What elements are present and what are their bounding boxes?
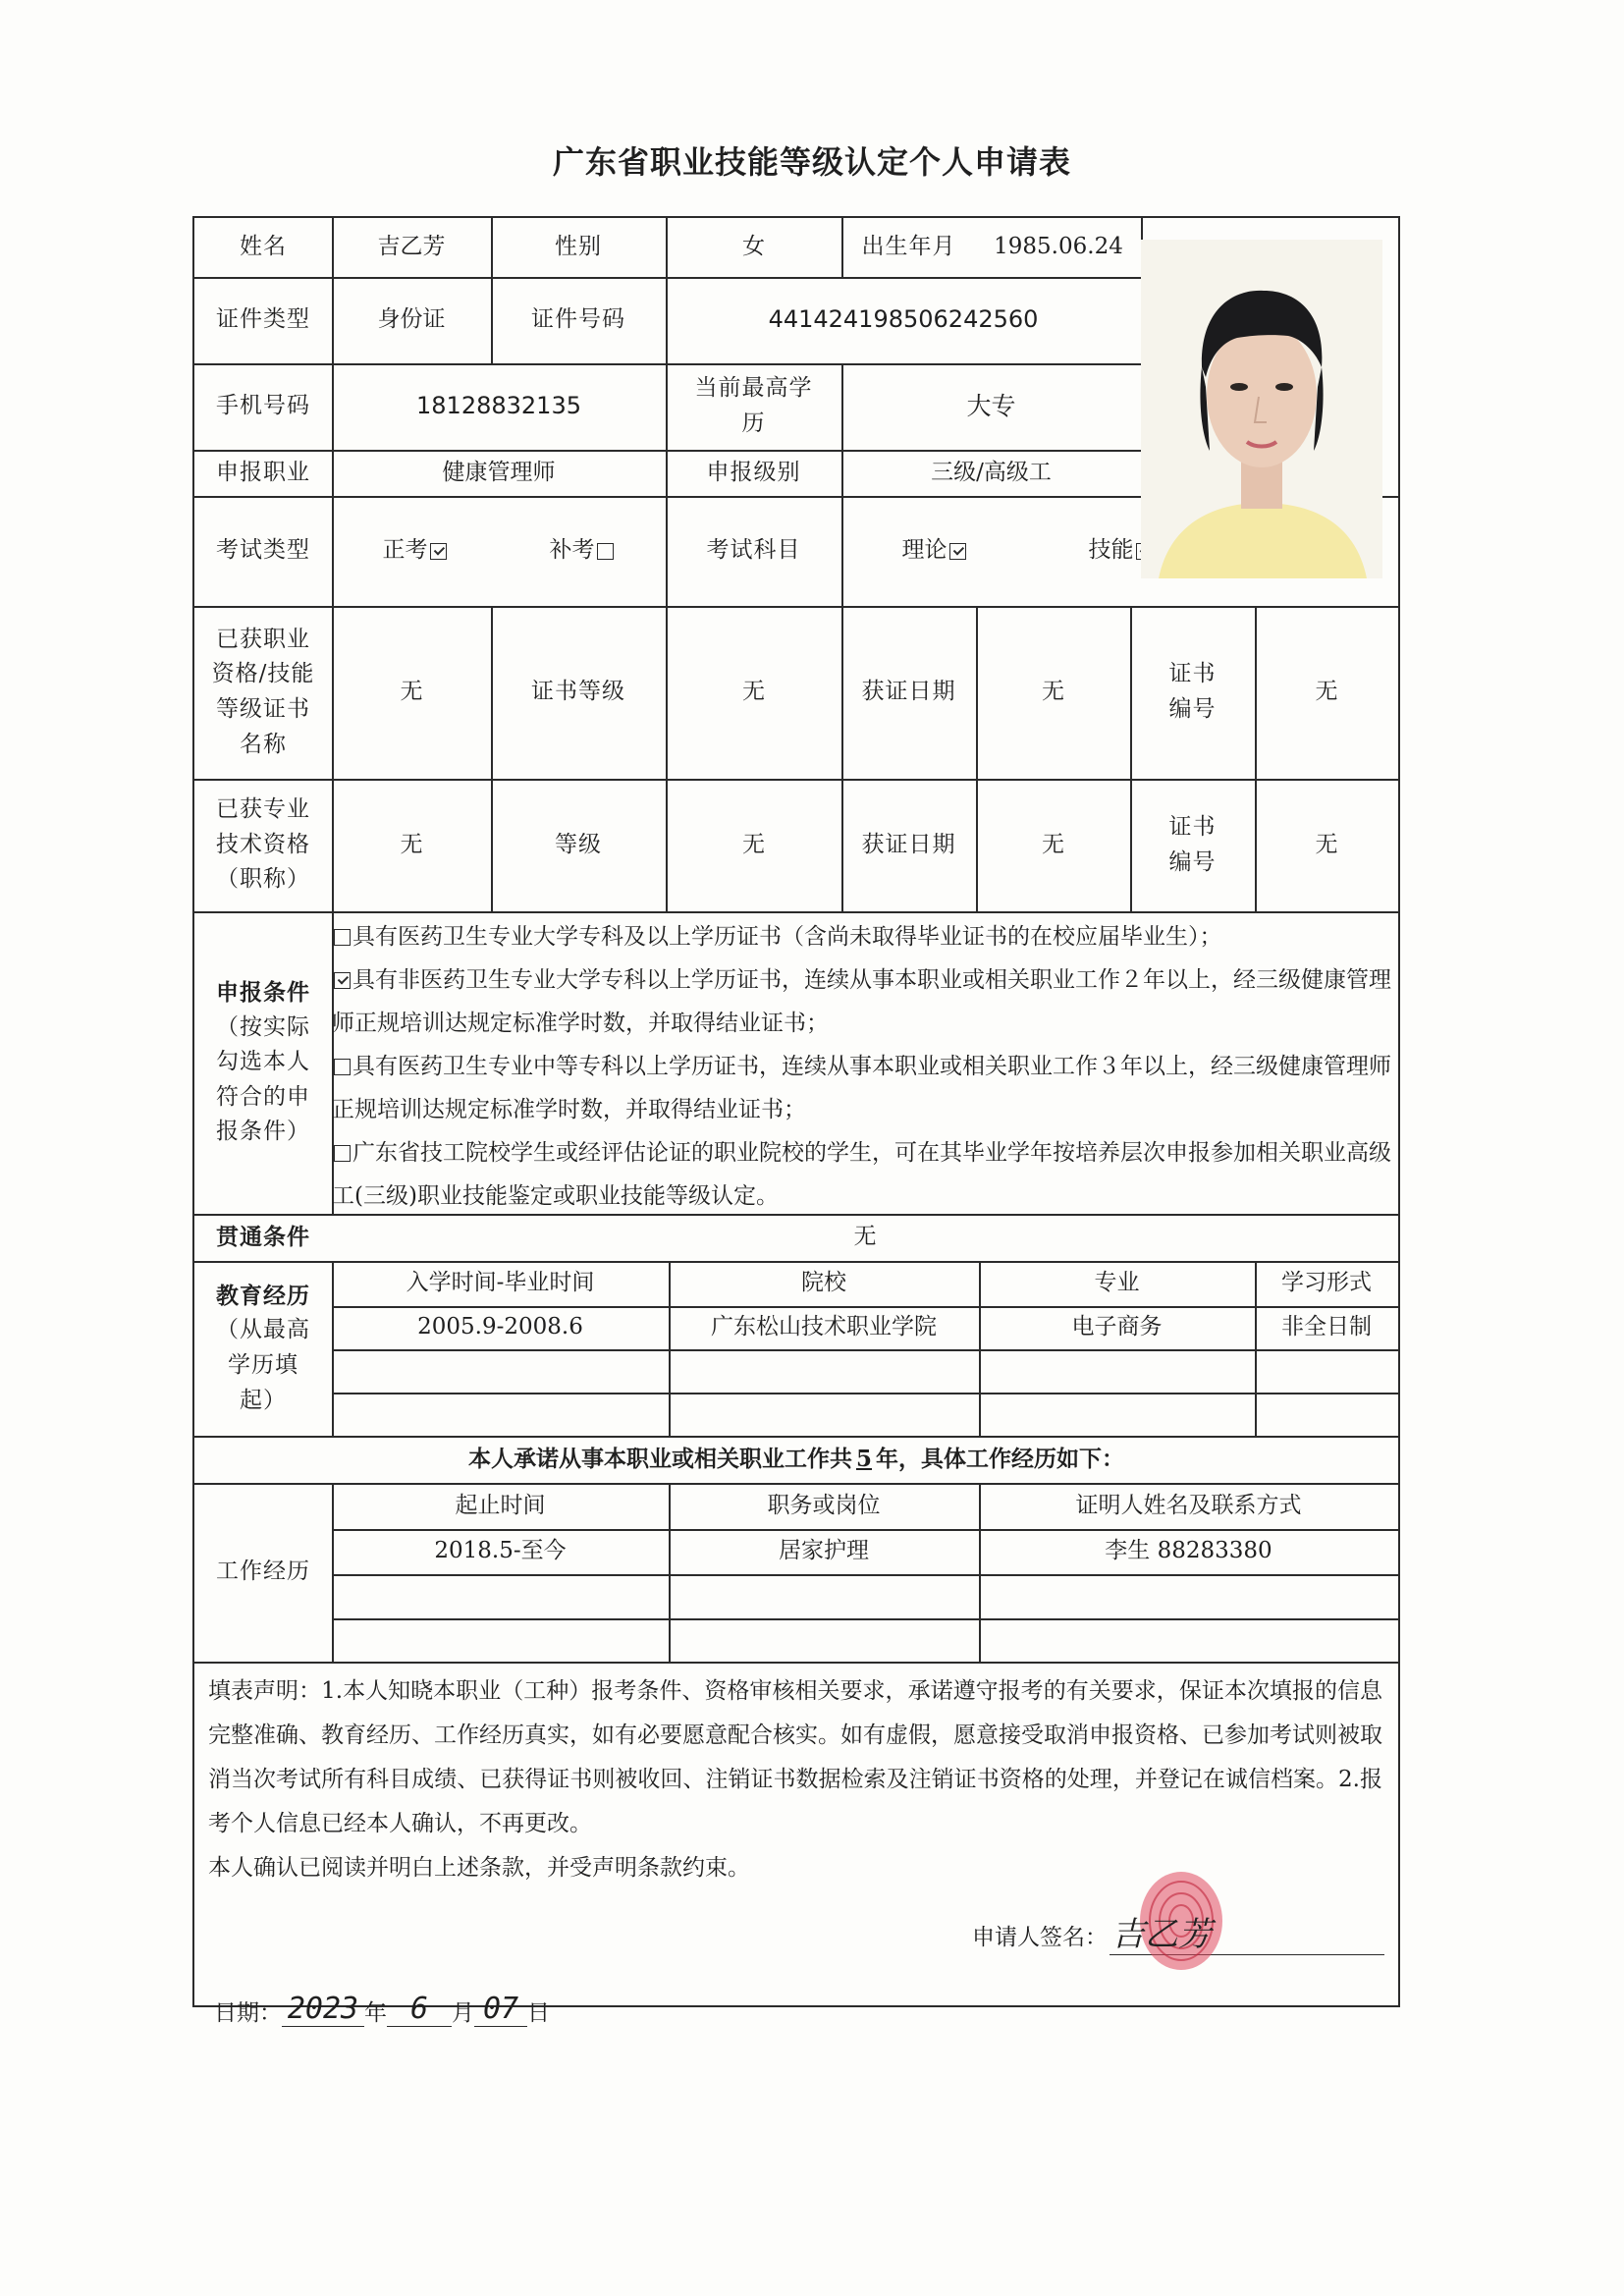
condition-item[interactable] (332, 1045, 1392, 1131)
occupation-label: 申报职业 (216, 459, 310, 485)
exam-subject-label: 考试科目 (706, 537, 801, 564)
edu-header-mode: 学习形式 (1281, 1270, 1372, 1296)
exam-regular-label: 正考 (382, 537, 428, 564)
id-type-label: 证件类型 (216, 306, 310, 333)
conditions-label-cell (194, 911, 332, 1214)
exam-makeup-label: 补考 (549, 537, 595, 564)
signature-handwritten: 吉乙芳 (1111, 1915, 1212, 1954)
edu-header-school: 院校 (801, 1270, 846, 1296)
title-date-value: 无 (1042, 831, 1064, 857)
phone-value: 18128832135 (416, 392, 581, 420)
level-label: 申报级别 (706, 459, 801, 485)
work-label: 工作经历 (216, 1558, 310, 1585)
through-value: 无 (853, 1224, 877, 1250)
education-value: 大专 (966, 391, 1016, 420)
title-no-value: 无 (1315, 831, 1338, 857)
date-row (214, 1978, 550, 2027)
edu-row-period: 2005.9-2008.6 (417, 1314, 583, 1340)
condition-2-checkbox[interactable] (334, 972, 351, 989)
condition-3-checkbox[interactable] (334, 1059, 351, 1075)
edu-label: 教育经历 (216, 1282, 310, 1309)
applicant-photo (1141, 240, 1382, 578)
exam-regular-checkbox[interactable] (430, 543, 447, 560)
condition-1-checkbox[interactable] (334, 929, 351, 946)
edu-label-cell (194, 1261, 332, 1436)
conditions-note: （按实际勾选本人符合的申报条件） (216, 1013, 310, 1145)
application-form (192, 216, 1400, 2026)
id-number-label: 证件号码 (531, 306, 625, 333)
title-date-label: 获证日期 (861, 831, 956, 857)
edu-header-major: 专业 (1094, 1270, 1140, 1296)
commit-prefix: 本人承诺从事本职业或相关职业工作共 (467, 1446, 852, 1473)
gender-value: 女 (742, 234, 765, 260)
date-year-unit: 年 (364, 2000, 387, 2026)
condition-4-text: 广东省技工院校学生或经评估论证的职业院校的学生，可在其毕业学年按培养层次申报参加相关职业高级工(三级)职业技能鉴定或职业技能等级认定。 (332, 1140, 1391, 1209)
id-type-value: 身份证 (377, 306, 446, 333)
through-label: 贯通条件 (216, 1224, 310, 1251)
phone-label: 手机号码 (216, 393, 310, 419)
commit-suffix: 年，具体工作经历如下： (876, 1446, 1124, 1473)
title-no-label: 证书编号 (1168, 813, 1217, 875)
birth-label: 出生年月 (861, 234, 956, 260)
edu-header-period: 入学时间-毕业时间 (406, 1270, 595, 1296)
name-label: 姓名 (240, 234, 287, 260)
date-label: 日期： (214, 2000, 282, 2026)
edu-row-major: 电子商务 (1071, 1314, 1163, 1340)
declaration-text: 填表声明：1.本人知晓本职业（工种）报考条件、资格审核相关要求，承诺遵守报考的有关要求，保证本次填报的信息完整准确、教育经历、工作经历真实，如有必要愿意配合核实。如有虚假，愿意接受取消申报资格、已参加考试则被取消当次考试所有科目成绩、已获得证书则被收回、注销证书数据检索及注销证书资格的处理，并登记在诚信档案。2.报考个人信息已经本人确认，不再更改。 (208, 1678, 1382, 1836)
form-title: 广东省职业技能等级认定个人申请表 (552, 143, 1071, 181)
cert-name-label: 已获职业资格/技能等级证书名称 (211, 626, 315, 757)
work-header-reference: 证明人姓名及联系方式 (1075, 1492, 1302, 1518)
exam-theory-checkbox[interactable] (949, 543, 966, 560)
commit-years: 5 (855, 1446, 872, 1473)
title-name-value: 无 (400, 831, 423, 857)
work-header-period: 起止时间 (455, 1492, 546, 1518)
work-row-period: 2018.5-至今 (434, 1538, 567, 1564)
declaration (208, 1669, 1382, 1890)
condition-1-text: 具有医药卫生专业大学专科及以上学历证书（含尚未取得毕业证书的在校应届毕业生）； (352, 924, 1222, 950)
conditions-label: 申报条件 (216, 978, 310, 1006)
name-value: 吉乙芳 (377, 234, 446, 260)
exam-makeup-option[interactable] (499, 496, 666, 606)
cert-date-label: 获证日期 (861, 679, 956, 705)
declaration-confirm: 本人确认已阅读并明白上述条款，并受声明条款约束。 (208, 1855, 750, 1881)
edu-row-mode: 非全日制 (1281, 1314, 1372, 1340)
exam-regular-option[interactable] (332, 496, 499, 606)
cert-no-label: 证书编号 (1168, 661, 1217, 722)
exam-type-label: 考试类型 (216, 537, 310, 564)
cert-no-value: 无 (1315, 679, 1338, 705)
cert-level-label: 证书等级 (531, 679, 625, 705)
birth-value: 1985.06.24 (994, 234, 1123, 260)
date-day-unit: 日 (527, 2000, 550, 2026)
exam-makeup-checkbox[interactable] (597, 543, 614, 560)
exam-theory-label: 理论 (901, 537, 947, 564)
condition-3-text: 具有医药卫生专业中等专科以上学历证书，连续从事本职业或相关职业工作３年以上，经三级健康管理师正规培训达规定标准学时数，并取得结业证书； (332, 1054, 1391, 1122)
gender-label: 性别 (555, 234, 602, 260)
work-row-reference: 李生 88283380 (1105, 1538, 1272, 1564)
cert-level-value: 无 (742, 679, 765, 705)
conditions-list (332, 915, 1392, 1218)
cert-name-value: 无 (400, 679, 423, 705)
condition-2-text: 具有非医药卫生专业大学专科以上学历证书，连续从事本职业或相关职业工作２年以上，经三级健康管理师正规培训达规定标准学时数，并取得结业证书； (332, 967, 1391, 1036)
edu-note: （从最高学历填起） (216, 1317, 310, 1413)
condition-item[interactable] (332, 958, 1392, 1045)
work-header-position: 职务或岗位 (767, 1492, 881, 1518)
exam-theory-option[interactable] (841, 496, 1028, 606)
edu-row-school: 广东松山技术职业学院 (711, 1314, 937, 1340)
condition-item[interactable] (332, 915, 1392, 958)
condition-item[interactable] (332, 1131, 1392, 1218)
title-name-label: 已获专业技术资格（职称） (216, 796, 310, 893)
date-month-unit: 月 (452, 2000, 474, 2026)
signature-label: 申请人签名： (972, 1925, 1108, 1951)
title-level-value: 无 (742, 831, 765, 857)
condition-4-checkbox[interactable] (334, 1145, 351, 1162)
level-value: 三级/高级工 (931, 459, 1052, 485)
date-day: 07 (474, 1992, 527, 2027)
title-level-label: 等级 (555, 831, 602, 857)
id-number-value: 441424198506242560 (768, 305, 1039, 334)
date-year: 2023 (282, 1992, 364, 2027)
work-row-position: 居家护理 (779, 1538, 869, 1564)
cert-date-value: 无 (1042, 679, 1064, 705)
date-month: 6 (387, 1992, 452, 2027)
exam-skill-label: 技能 (1088, 537, 1134, 564)
education-label: 当前最高学历 (694, 375, 813, 436)
work-commitment (194, 1436, 1398, 1483)
occupation-value: 健康管理师 (442, 459, 556, 485)
